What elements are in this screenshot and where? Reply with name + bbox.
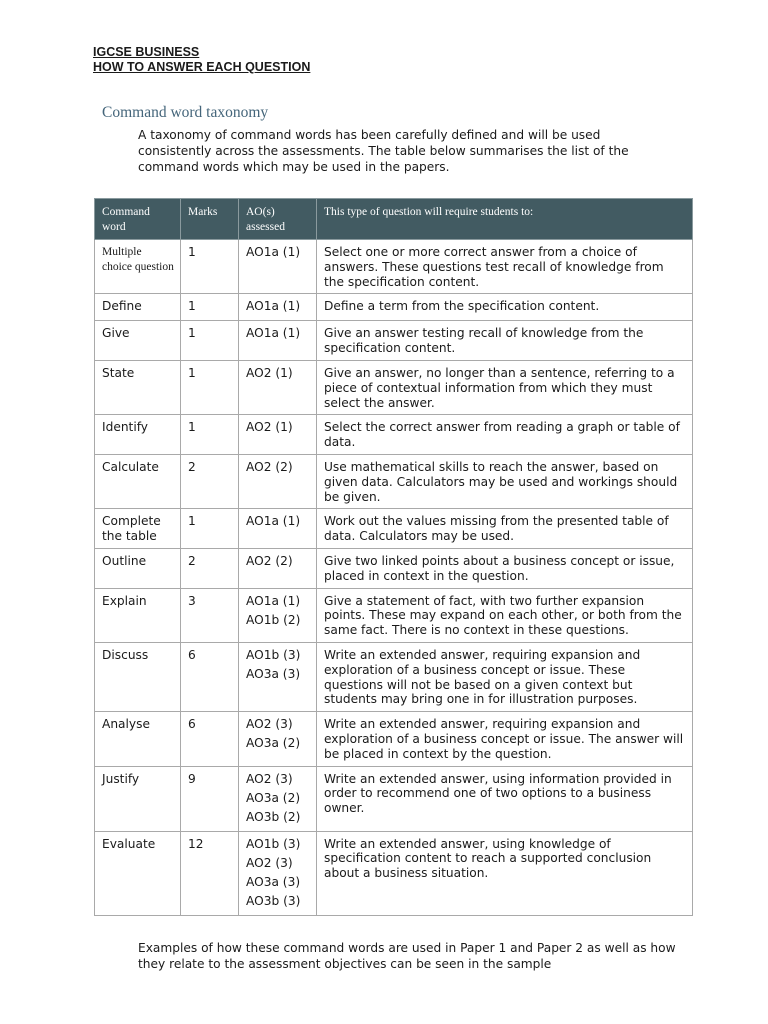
- command-word-cell: Analyse: [95, 712, 181, 766]
- command-word-cell: Define: [95, 294, 181, 321]
- ao-value: AO1a (1): [246, 299, 301, 314]
- command-word-table: [94, 198, 693, 916]
- ao-cell: [239, 588, 317, 642]
- ao-value: AO1b (3): [246, 647, 301, 662]
- ao-value: AO1b (3): [246, 836, 301, 851]
- table-row: [95, 509, 693, 549]
- ao-value: AO2 (1): [246, 420, 293, 435]
- marks-cell: 2: [181, 548, 239, 588]
- ao-value: AO1a (1): [246, 593, 301, 608]
- ao-value: AO3a (2): [246, 790, 301, 805]
- marks-cell: 1: [181, 360, 239, 414]
- outro-paragraph: Examples of how these command words are used in Paper 1 and Paper 2 as well as how they relate to the assessment objectives can be seen in the sample: [138, 941, 676, 971]
- description-cell: Write an extended answer, requiring expansion and exploration of a business concept or issue. These questions will not be based on a given context but students may bring one in for illustration purposes.: [317, 642, 693, 711]
- ao-value: AO2 (3): [246, 771, 293, 786]
- intro-paragraph: A taxonomy of command words has been carefully defined and will be used consistently across the assessments. The table below summarises the list of the command words which may be used in the papers.: [138, 128, 629, 174]
- ao-value: AO2 (2): [246, 553, 293, 568]
- command-word-cell: Discuss: [95, 642, 181, 711]
- table-row: [95, 831, 693, 915]
- table-header-row: [95, 199, 693, 240]
- description-cell: Write an extended answer, requiring expansion and exploration of a business concept or issue. The answer will be placed in context by the question.: [317, 712, 693, 766]
- ao-cell: [239, 509, 317, 549]
- marks-cell: 6: [181, 712, 239, 766]
- description-cell: Write an extended answer, using knowledge of specification content to reach a supported conclusion about a business situation.: [317, 831, 693, 915]
- column-header-marks: Marks: [181, 199, 239, 240]
- marks-cell: 6: [181, 642, 239, 711]
- description-cell: Use mathematical skills to reach the answer, based on given data. Calculators may be used and workings should be given.: [317, 454, 693, 508]
- table-row: [95, 360, 693, 414]
- document-title: HOW TO ANSWER EACH QUESTION: [93, 60, 311, 74]
- column-header-command: Command word: [95, 199, 181, 240]
- ao-value: AO2 (2): [246, 459, 293, 474]
- command-word-cell: Multiple choice question: [95, 240, 181, 294]
- description-cell: Give an answer, no longer than a sentence, referring to a piece of contextual information from which they must select the answer.: [317, 360, 693, 414]
- command-word-cell: Explain: [95, 588, 181, 642]
- ao-value: AO1a (1): [246, 514, 301, 529]
- marks-cell: 3: [181, 588, 239, 642]
- ao-cell: [239, 642, 317, 711]
- marks-cell: 1: [181, 321, 239, 361]
- marks-cell: 2: [181, 454, 239, 508]
- ao-value: AO3a (3): [246, 874, 301, 889]
- table-row: [95, 454, 693, 508]
- ao-cell: [239, 766, 317, 831]
- ao-value: AO1b (2): [246, 612, 301, 627]
- section-title: Command word taxonomy: [102, 104, 269, 121]
- marks-cell: 9: [181, 766, 239, 831]
- table-row: [95, 415, 693, 455]
- ao-value: AO3b (2): [246, 809, 301, 824]
- ao-cell: [239, 294, 317, 321]
- ao-cell: [239, 240, 317, 294]
- ao-cell: [239, 360, 317, 414]
- description-cell: Give an answer testing recall of knowledge from the specification content.: [317, 321, 693, 361]
- command-word-cell: Calculate: [95, 454, 181, 508]
- marks-cell: 1: [181, 415, 239, 455]
- table-row: [95, 766, 693, 831]
- table-body: [95, 240, 693, 916]
- marks-cell: 12: [181, 831, 239, 915]
- description-cell: Work out the values missing from the presented table of data. Calculators may be used.: [317, 509, 693, 549]
- table-row: [95, 642, 693, 711]
- description-cell: Select one or more correct answer from a choice of answers. These questions test recall of knowledge from the specification content.: [317, 240, 693, 294]
- description-cell: Give two linked points about a business concept or issue, placed in context in the question.: [317, 548, 693, 588]
- table-row: [95, 548, 693, 588]
- description-cell: Give a statement of fact, with two further expansion points. These may expand on each other, or both from the same fact. There is no context in these questions.: [317, 588, 693, 642]
- ao-cell: [239, 548, 317, 588]
- ao-cell: [239, 454, 317, 508]
- command-word-cell: Outline: [95, 548, 181, 588]
- ao-value: AO2 (3): [246, 855, 293, 870]
- ao-value: AO2 (1): [246, 365, 293, 380]
- ao-cell: [239, 321, 317, 361]
- description-cell: Define a term from the specification content.: [317, 294, 693, 321]
- description-cell: Write an extended answer, using information provided in order to recommend one of two options to a business owner.: [317, 766, 693, 831]
- course-title: IGCSE BUSINESS: [93, 45, 200, 59]
- ao-value: AO3b (3): [246, 893, 301, 908]
- ao-value: AO2 (3): [246, 717, 293, 732]
- marks-cell: 1: [181, 240, 239, 294]
- table-row: [95, 240, 693, 294]
- ao-value: AO3a (3): [246, 666, 301, 681]
- ao-value: AO1a (1): [246, 245, 301, 259]
- marks-cell: 1: [181, 509, 239, 549]
- ao-cell: [239, 712, 317, 766]
- table-row: [95, 588, 693, 642]
- table-row: [95, 712, 693, 766]
- ao-cell: [239, 831, 317, 915]
- command-word-cell: Justify: [95, 766, 181, 831]
- table-row: [95, 294, 693, 321]
- command-word-cell: Identify: [95, 415, 181, 455]
- command-word-cell: Evaluate: [95, 831, 181, 915]
- column-header-aos: AO(s) assessed: [239, 199, 317, 240]
- table-row: [95, 321, 693, 361]
- column-header-description: This type of question will require students to:: [317, 199, 693, 240]
- marks-cell: 1: [181, 294, 239, 321]
- document-header: [93, 45, 310, 75]
- description-cell: Select the correct answer from reading a graph or table of data.: [317, 415, 693, 455]
- command-word-cell: State: [95, 360, 181, 414]
- command-word-cell: Complete the table: [95, 509, 181, 549]
- ao-cell: [239, 415, 317, 455]
- ao-value: AO1a (1): [246, 326, 301, 341]
- command-word-cell: Give: [95, 321, 181, 361]
- ao-value: AO3a (2): [246, 736, 301, 751]
